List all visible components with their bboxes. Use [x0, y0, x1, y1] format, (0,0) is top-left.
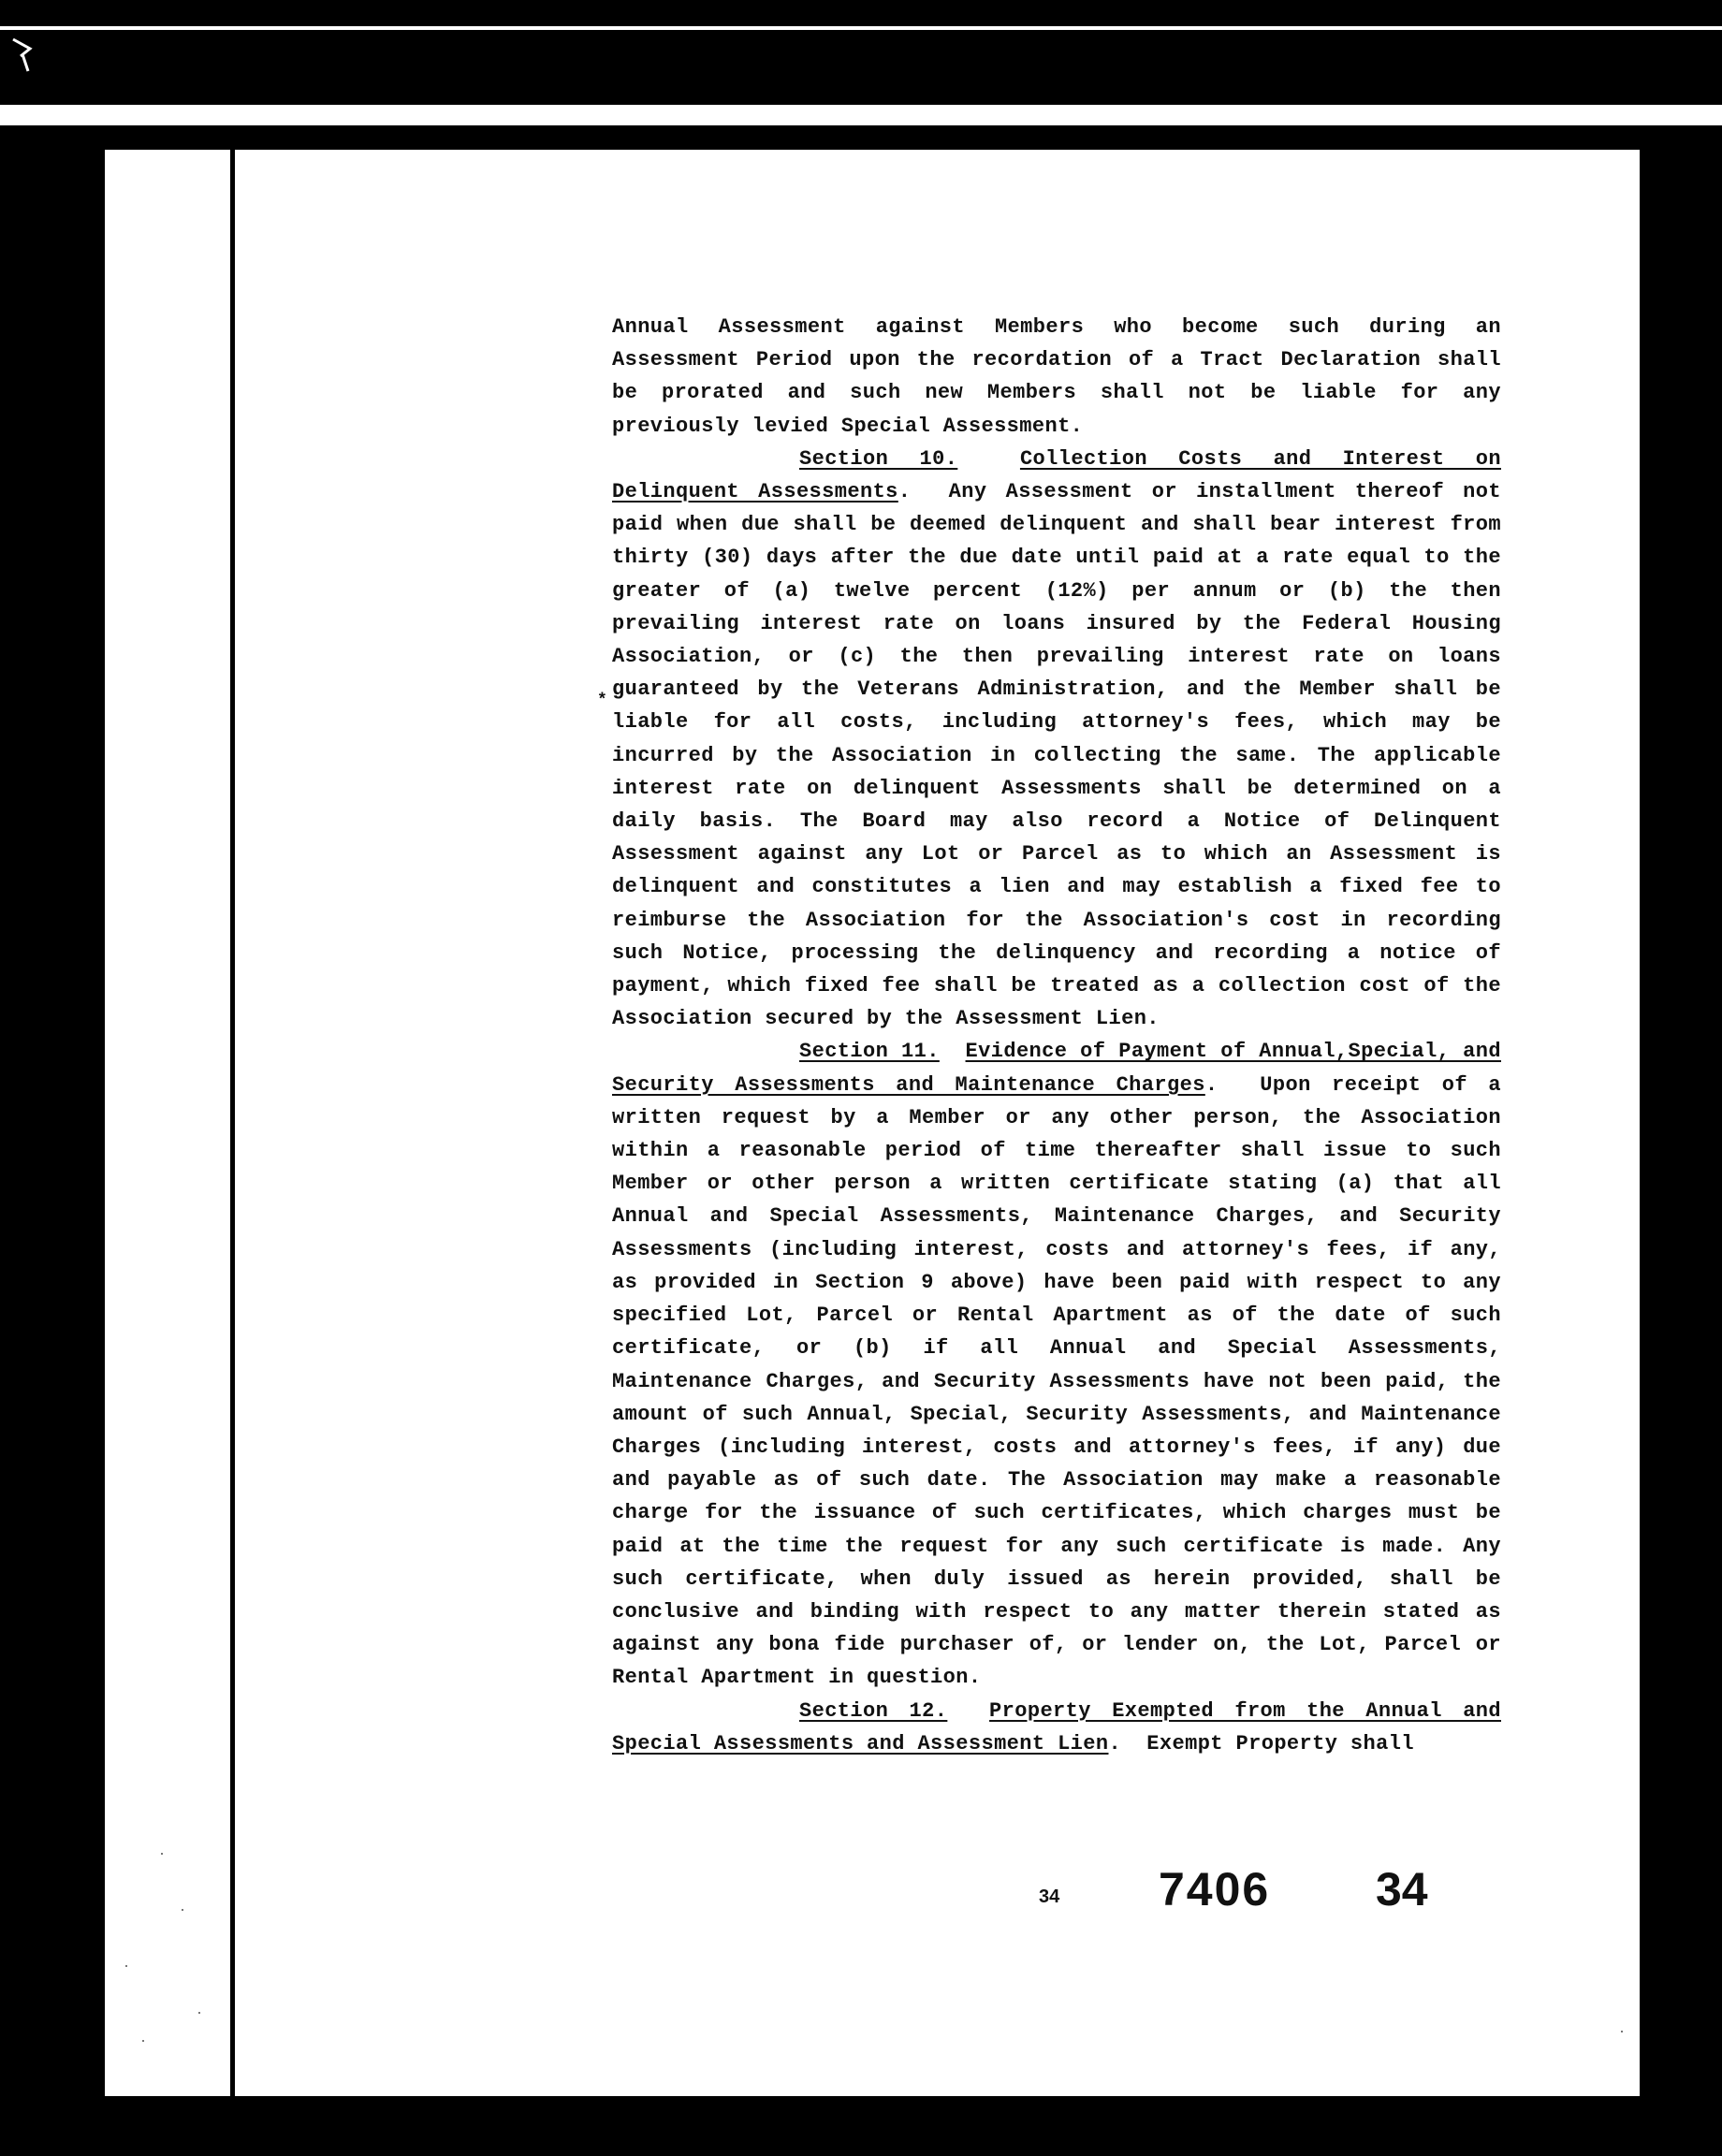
- scan-speck: [1621, 2031, 1623, 2032]
- section-10-body: Any Assessment or installment thereof not paid when due shall be deemed delinquent and shall bear interest from thirty (30) days after the due date until paid at a rate equal to the greater of (a) twelve percent (12%) per annum or (b) the then prevailing interest rate on loans insured by the Federal Housing Association, or (c) the then prevailing interest rate on loans guaranteed by the Veterans Administration, and the Member shall be liable for all costs, including attorney's fees, which may be incurred by the Association in collecting the same. The applicable interest rate on delinquent Assessments shall be determined on a daily basis. The Board may also record a Notice of Delinquent Assessment against any Lot or Parcel as to which an Assessment is delinquent and constitutes a lien and may establish a fixed fee to reimburse the Association for the Association's cost in recording such Notice, processing the delinquency and recording a notice of payment, which fixed fee shall be treated as a collection cost of the Association secured by the Assessment Lien.: [612, 480, 1501, 1031]
- section-10-heading: Collection Costs and Interest on Delinquent Assessments: [612, 446, 1501, 504]
- section-11-paragraph: Section 11. Evidence of Payment of Annual,Special, and Security Assessments and Maintenance Charges. Upon receipt of a written request by a Member or any other person, the Association within a reasonable period of time thereafter shall issue to such Member or other person a written certificate stating (a) that all Annual and Special Assessments, Maintenance Charges, and Security Assessments (including interest, costs and attorney's fees, if any, as provided in Section 9 above) have been paid with respect to any specified Lot, Parcel or Rental Apartment as of the date of such certificate, or (b) if all Annual and Special Assessments, Maintenance Charges, and Security Assessments have not been paid, the amount of such Annual, Special, Security Assessments, and Maintenance Charges (including interest, costs and attorney's fees, if any) due and payable as of such date. The Association may make a reasonable charge for the issuance of such certificates, which charges must be paid at the time the request for any such certificate is made. Any such certificate, when duly issued as herein provided, shall be conclusive and binding with respect to any matter therein stated as against any bona fide purchaser of, or lender on, the Lot, Parcel or Rental Apartment in question.: [612, 1040, 1501, 1690]
- margin-asterisk: *: [597, 692, 608, 710]
- section-12-label: Section 12.: [799, 1698, 948, 1723]
- scan-speck: [198, 2012, 200, 2014]
- scanner-top-rule: [0, 26, 1722, 30]
- section-12-body: Exempt Property shall: [1146, 1731, 1414, 1755]
- footer-book-number: 7406: [1159, 1863, 1271, 1916]
- section-12-heading: Property Exempted from the Annual and Special Assessments and Assessment Lien: [612, 1698, 1501, 1755]
- page-footer: [105, 1862, 1640, 1937]
- section-12-paragraph: Section 12. Property Exempted from the Annual and Special Assessments and Assessment Lien. Exempt Property shall: [612, 1698, 1501, 1755]
- intro-paragraph: Annual Assessment against Members who become such during an Assessment Period upon the recordation of a Tract Declaration shall be prorated and such new Members shall not be liable for any previously levied Special Assessment.: [612, 315, 1501, 438]
- footer-small-page-number: 34: [1039, 1886, 1060, 1907]
- scan-speck: [142, 2040, 144, 2042]
- document-page: [105, 150, 1640, 2096]
- section-10-label: Section 10.: [799, 446, 958, 471]
- scan-speck: [125, 1965, 127, 1967]
- footer-page-number: 34: [1376, 1863, 1428, 1916]
- scan-speck: [161, 1853, 163, 1855]
- corner-mark-icon: [9, 34, 54, 79]
- section-11-label: Section 11.: [799, 1040, 940, 1064]
- section-10-paragraph: Section 10. Collection Costs and Interest on Delinquent Assessments. Any Assessment or installment thereof not paid when due shall be deemed delinquent and shall bear interest from thirty (30) days after the due date until paid at a rate equal to the greater of (a) twelve percent (12%) per annum or (b) the then prevailing interest rate on loans insured by the Federal Housing Association, or (c) the then prevailing interest rate on loans guaranteed by the Veterans Administration, and the Member shall be liable for all costs, including attorney's fees, which may be incurred by the Association in collecting the same. The applicable interest rate on delinquent Assessments shall be determined on a daily basis. The Board may also record a Notice of Delinquent Assessment against any Lot or Parcel as to which an Assessment is delinquent and constitutes a lien and may establish a fixed fee to reimburse the Association for the Association's cost in recording such Notice, processing the delinquency and recording a notice of payment, which fixed fee shall be treated as a collection cost of the Association secured by the Assessment Lien.: [612, 446, 1501, 1031]
- scanner-header-band: [0, 105, 1722, 125]
- document-body: [597, 311, 1501, 1760]
- left-margin-rule: [230, 150, 235, 2096]
- section-11-body: Upon receipt of a written request by a Member or any other person, the Association within a reasonable period of time thereafter shall issue to such Member or other person a written certificate stating (a) that all Annual and Special Assessments, Maintenance Charges, and Security Assessments (including interest, costs and attorney's fees, if any, as provided in Section 9 above) have been paid with respect to any specified Lot, Parcel or Rental Apartment as of the date of such certificate, or (b) if all Annual and Special Assessments, Maintenance Charges, and Security Assessments have not been paid, the amount of such Annual, Special, Security Assessments, and Maintenance Charges (including interest, costs and attorney's fees, if any) due and payable as of such date. The Association may make a reasonable charge for the issuance of such certificates, which charges must be paid at the time the request for any such certificate is made. Any such certificate, when duly issued as herein provided, shall be conclusive and binding with respect to any matter therein stated as against any bona fide purchaser of, or lender on, the Lot, Parcel or Rental Apartment in question.: [612, 1072, 1501, 1690]
- section-11-heading: Evidence of Payment of Annual,Special, and Security Assessments and Maintenance Charges: [612, 1040, 1501, 1097]
